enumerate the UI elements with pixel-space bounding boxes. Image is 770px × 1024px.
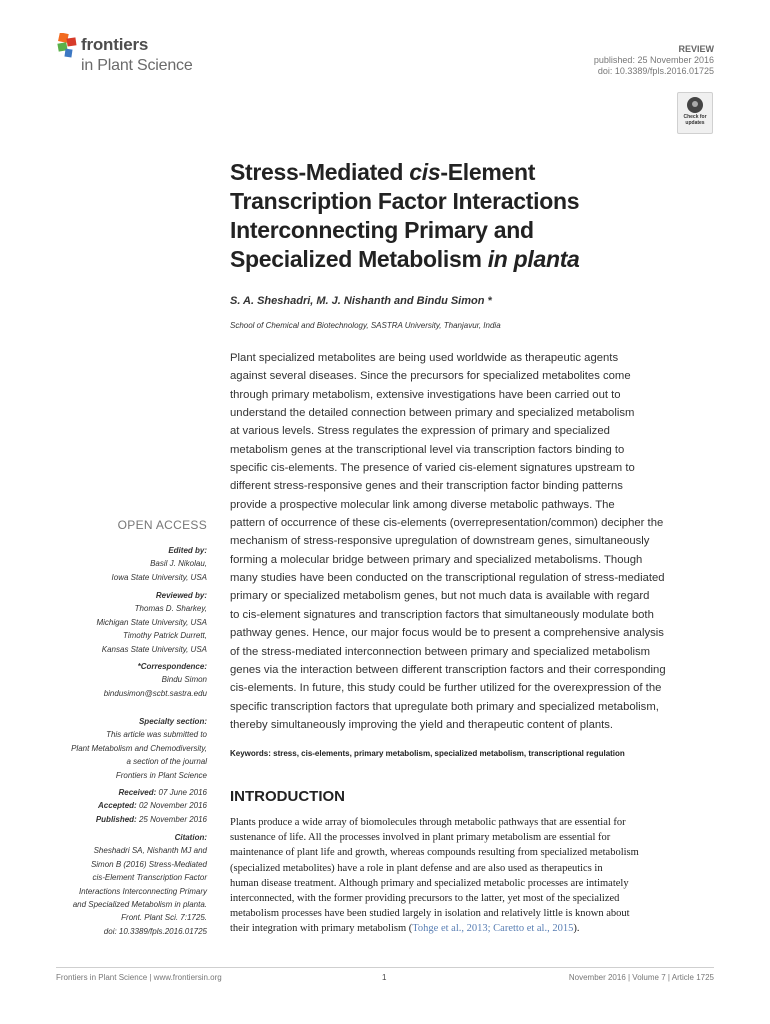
intro-line: their integration with primary metabolism (: [230, 923, 413, 935]
title-part-italic: in planta: [487, 246, 580, 272]
intro-line: (specialized metabolites) have a role in plant defense and are also used as therapeutics in: [230, 862, 603, 874]
specialty-line: Plant Metabolism and Chemodiversity,: [71, 743, 207, 753]
reviewer-affiliation: Michigan State University, USA: [96, 617, 207, 627]
logo-brand-text: frontiers: [81, 35, 149, 54]
author-list: S. A. Sheshadri, M. J. Nishanth and Bindu Simon *: [230, 295, 492, 307]
correspondence-email[interactable]: bindusimon@scbt.sastra.edu: [103, 688, 207, 698]
abstract-line: at various levels. Stress regulates the expression of primary and specialized: [230, 425, 610, 438]
abstract-line: understand the detailed connection between primary and specialized metabolism: [230, 407, 635, 420]
badge-text-1: Check for: [683, 114, 707, 120]
doi[interactable]: doi: 10.3389/fpls.2016.01725: [597, 66, 714, 76]
citation-line: Simon B (2016) Stress-Mediated: [90, 859, 207, 869]
affiliation: School of Chemical and Biotechnology, SASTRA University, Thanjavur, India: [230, 321, 501, 330]
abstract-line: many studies have been conducted on the transcriptional regulation of stress-mediated: [230, 572, 665, 585]
introduction-body: [230, 815, 713, 937]
abstract-line: provide a prospective molecular link among diverse metabolic pathways. The: [230, 498, 615, 511]
intro-line: ).: [573, 923, 580, 935]
footer-issue: November 2016 | Volume 7 | Article 1725: [568, 973, 714, 982]
citation-line: doi: 10.3389/fpls.2016.01725: [103, 926, 207, 936]
correspondence-label: *Correspondence:: [137, 662, 207, 671]
footer-divider: [56, 967, 714, 968]
abstract-line: different stress-responsive genes and their transcription factor binding patterns: [230, 480, 623, 493]
frontiers-logo-icon: [57, 33, 79, 59]
published-label: Published:: [95, 814, 137, 824]
correspondence-block: [27, 660, 207, 700]
check-for-updates-button[interactable]: [677, 92, 713, 134]
citation-block: [27, 831, 207, 938]
specialty-line: a section of the journal: [126, 757, 207, 767]
citation-line: Sheshadri SA, Nishanth MJ and: [93, 846, 207, 856]
specialty-label: Specialty section:: [138, 717, 207, 726]
journal-logo[interactable]: [57, 33, 227, 79]
abstract-line: Plant specialized metabolites are being used worldwide as therapeutic agents: [230, 352, 619, 364]
intro-line: interconnected, with the former providing precursors to the latter, yet most of the specialized: [230, 893, 620, 905]
citation-line: cis-Element Transcription Factor: [92, 873, 207, 883]
abstract-line: primary or specialized metabolism genes, but not much data is available with regard: [230, 590, 650, 603]
footer-journal[interactable]: Frontiers in Plant Science | www.frontiersin.org: [56, 973, 222, 982]
specialty-line: This article was submitted to: [106, 730, 207, 740]
section-heading-introduction: INTRODUCTION: [230, 788, 345, 805]
abstract-line: to cis-element signatures and transcription factors that simultaneously modulate both: [230, 608, 654, 621]
abstract-line: specific cis-elements. The presence of varied cis-element signatures upstream to: [230, 462, 635, 475]
abstract-line: pattern of occurrence of these cis-elements (overrepresentation/common) decipher the: [230, 517, 664, 530]
reviewer-name: Timothy Patrick Durrett,: [123, 631, 207, 641]
abstract-line: of the stress-mediated interconnection between primary and specialized metabolism: [230, 645, 651, 658]
received-label: Received:: [118, 788, 157, 797]
page-number: 1: [382, 973, 387, 982]
crossmark-icon: [687, 97, 703, 113]
intro-line: Plants produce a wide array of biomolecules through metabolic pathways that are essential for: [230, 817, 626, 828]
citation-line: Interactions Interconnecting Primary: [78, 886, 207, 896]
accepted-label: Accepted:: [98, 801, 137, 811]
reviewer-name: Thomas D. Sharkey,: [134, 604, 207, 614]
specialty-line: Frontiers in Plant Science: [115, 770, 207, 780]
received-date: 07 June 2016: [158, 788, 207, 797]
title-part: Stress-Mediated: [230, 159, 410, 185]
published-date-side: 25 November 2016: [138, 814, 207, 824]
reviewed-by-label: Reviewed by:: [155, 591, 207, 600]
keywords: Keywords: stress, cis-elements, primary metabolism, specialized metabolism, transcriptional regulation: [230, 749, 625, 758]
correspondence-name: Bindu Simon: [161, 675, 207, 685]
abstract-line: mechanism of stress-responsive upregulation of downstream genes, simultaneously: [230, 535, 650, 548]
abstract-line: pathway genes. Hence, our major focus would be to present a comprehensive analysis: [230, 627, 664, 640]
abstract: [230, 349, 713, 734]
article-meta: [594, 44, 714, 77]
title-part: Specialized Metabolism: [230, 246, 488, 272]
intro-line: sustenance of life. All the processes involved in plant primary metabolism are essential for: [230, 832, 611, 844]
published-date: published: 25 November 2016: [593, 55, 714, 65]
abstract-line: metabolism genes at the transcriptional level via transcription factors binding to: [230, 443, 625, 456]
article-type: REVIEW: [678, 44, 714, 54]
citation-line: and Specialized Metabolism in planta.: [72, 900, 207, 910]
reviewer-affiliation: Kansas State University, USA: [101, 644, 207, 654]
abstract-line: forming a molecular bridge between primary and specialized metabolisms. Though: [230, 553, 643, 566]
accepted-date: 02 November 2016: [138, 801, 207, 811]
citation-line: Front. Plant Sci. 7:1725.: [121, 913, 207, 923]
abstract-line: thereby simultaneously improving the yield and therapeutic content of plants.: [230, 718, 614, 731]
abstract-line: genes via the interaction between different transcription factors and their corresponding: [230, 663, 666, 676]
dates-block: [27, 786, 207, 826]
intro-line: metabolism processes have been studied largely in isolation and relatively little is known about: [230, 908, 630, 920]
title-part: -Element: [440, 159, 536, 185]
reviewed-by-block: [27, 589, 207, 656]
editor-affiliation: Iowa State University, USA: [111, 572, 207, 582]
abstract-line: specific transcription factors that upregulate both primary and specialized metabolism,: [230, 700, 659, 713]
intro-line: human disease treatment. Although primary and specialized metabolic processes are intimately: [230, 877, 629, 889]
badge-text-2: updates: [685, 120, 705, 126]
article-title: [230, 158, 700, 274]
title-line: Transcription Factor Interactions: [230, 188, 580, 214]
abstract-line: through primary metabolism, extensive investigations have been carried out to: [230, 388, 621, 401]
edited-by-block: [27, 544, 207, 584]
logo-journal-text: in Plant Science: [81, 57, 193, 74]
specialty-section-block: [27, 715, 207, 782]
edited-by-label: Edited by:: [168, 546, 207, 555]
abstract-line: cis-elements. In future, this study could be further utilized for the overexpression of the: [230, 682, 662, 695]
editor-name: Basil J. Nikolau,: [150, 559, 207, 569]
title-part-italic: cis: [409, 159, 441, 185]
abstract-line: against several diseases. Since the precursors for specialized metabolites come: [230, 370, 631, 383]
citation-label: Citation:: [174, 833, 207, 842]
intro-line: maintenance of plant life and growth, whereas compounds resulting from specialized metabolism: [230, 847, 639, 859]
citation-link[interactable]: Tohge et al., 2013; Caretto et al., 2015: [412, 923, 574, 935]
open-access-label: OPEN ACCESS: [117, 518, 207, 532]
title-line: Interconnecting Primary and: [230, 217, 534, 243]
